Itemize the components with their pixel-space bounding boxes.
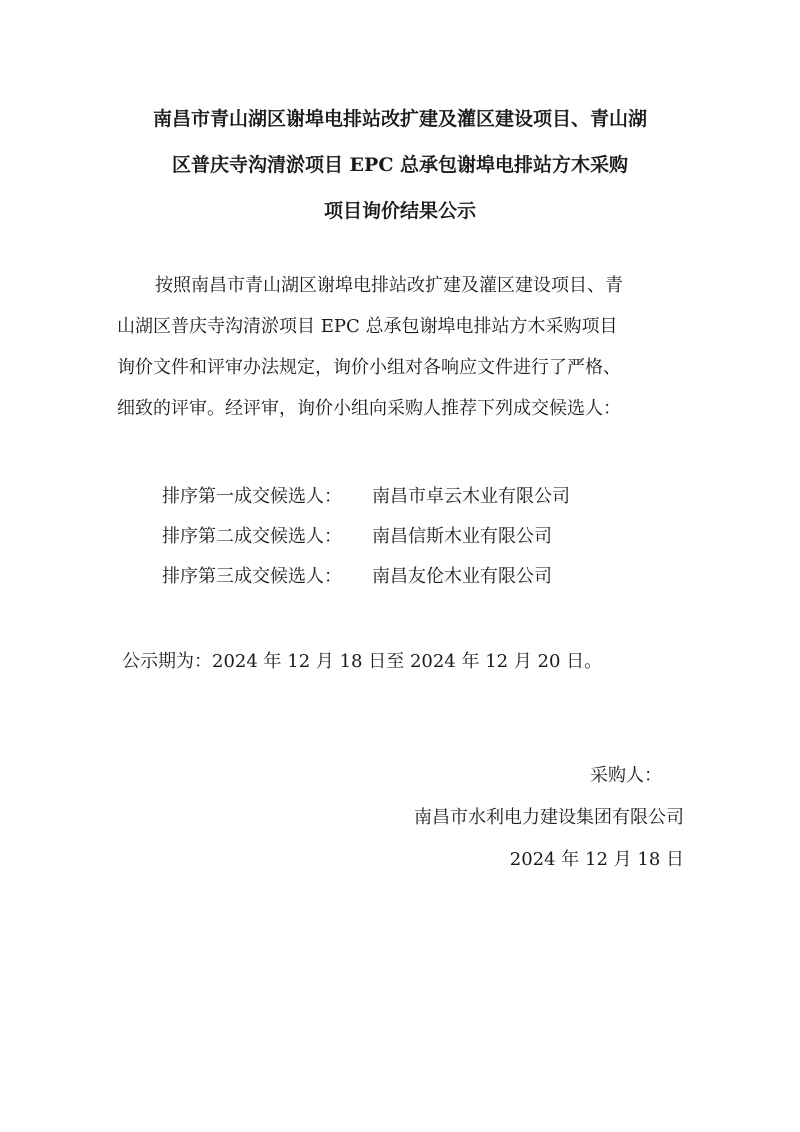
candidate-name: 南昌市卓云木业有限公司 <box>372 486 570 507</box>
publicity-period: 公示期为：2024 年 12 月 18 日至 2024 年 12 月 20 日。 <box>122 651 603 672</box>
body-line-3: 询价文件和评审办法规定，询价小组对各响应文件进行了严格、 <box>117 357 621 378</box>
signature-date: 2024 年 12 月 18 日 <box>509 849 684 870</box>
title-line-1: 南昌市青山湖区谢埠电排站改扩建及灌区建设项目、青山湖 <box>152 108 647 130</box>
body-line-4: 细致的评审。经评审，询价小组向采购人推荐下列成交候选人： <box>117 398 621 419</box>
signature-block <box>414 755 684 881</box>
title-line-2: 区普庆寺沟清淤项目 EPC 总承包谢埠电排站方木采购 <box>171 154 629 176</box>
candidate-rank-label: 排序第三成交候选人： <box>162 566 342 587</box>
body-line-1: 按照南昌市青山湖区谢埠电排站改扩建及灌区建设项目、青 <box>155 275 623 296</box>
purchaser-label: 采购人： <box>590 765 662 786</box>
candidate-list <box>162 477 682 597</box>
candidate-row-2 <box>162 517 682 557</box>
candidate-row-1 <box>162 477 682 517</box>
purchaser-name: 南昌市水利电力建设集团有限公司 <box>414 807 684 828</box>
candidate-name: 南昌友伦木业有限公司 <box>372 566 552 587</box>
document-title <box>100 96 700 234</box>
candidate-rank-label: 排序第一成交候选人： <box>162 486 342 507</box>
body-paragraph <box>117 265 687 429</box>
title-line-3: 项目询价结果公示 <box>323 200 476 222</box>
signature-purchaser-row <box>414 755 684 839</box>
candidate-row-3 <box>162 557 682 597</box>
candidate-rank-label: 排序第二成交候选人： <box>162 526 342 547</box>
body-line-2: 山湖区普庆寺沟清淤项目 EPC 总承包谢埠电排站方木采购项目 <box>117 316 618 337</box>
candidate-name: 南昌信斯木业有限公司 <box>372 526 552 547</box>
